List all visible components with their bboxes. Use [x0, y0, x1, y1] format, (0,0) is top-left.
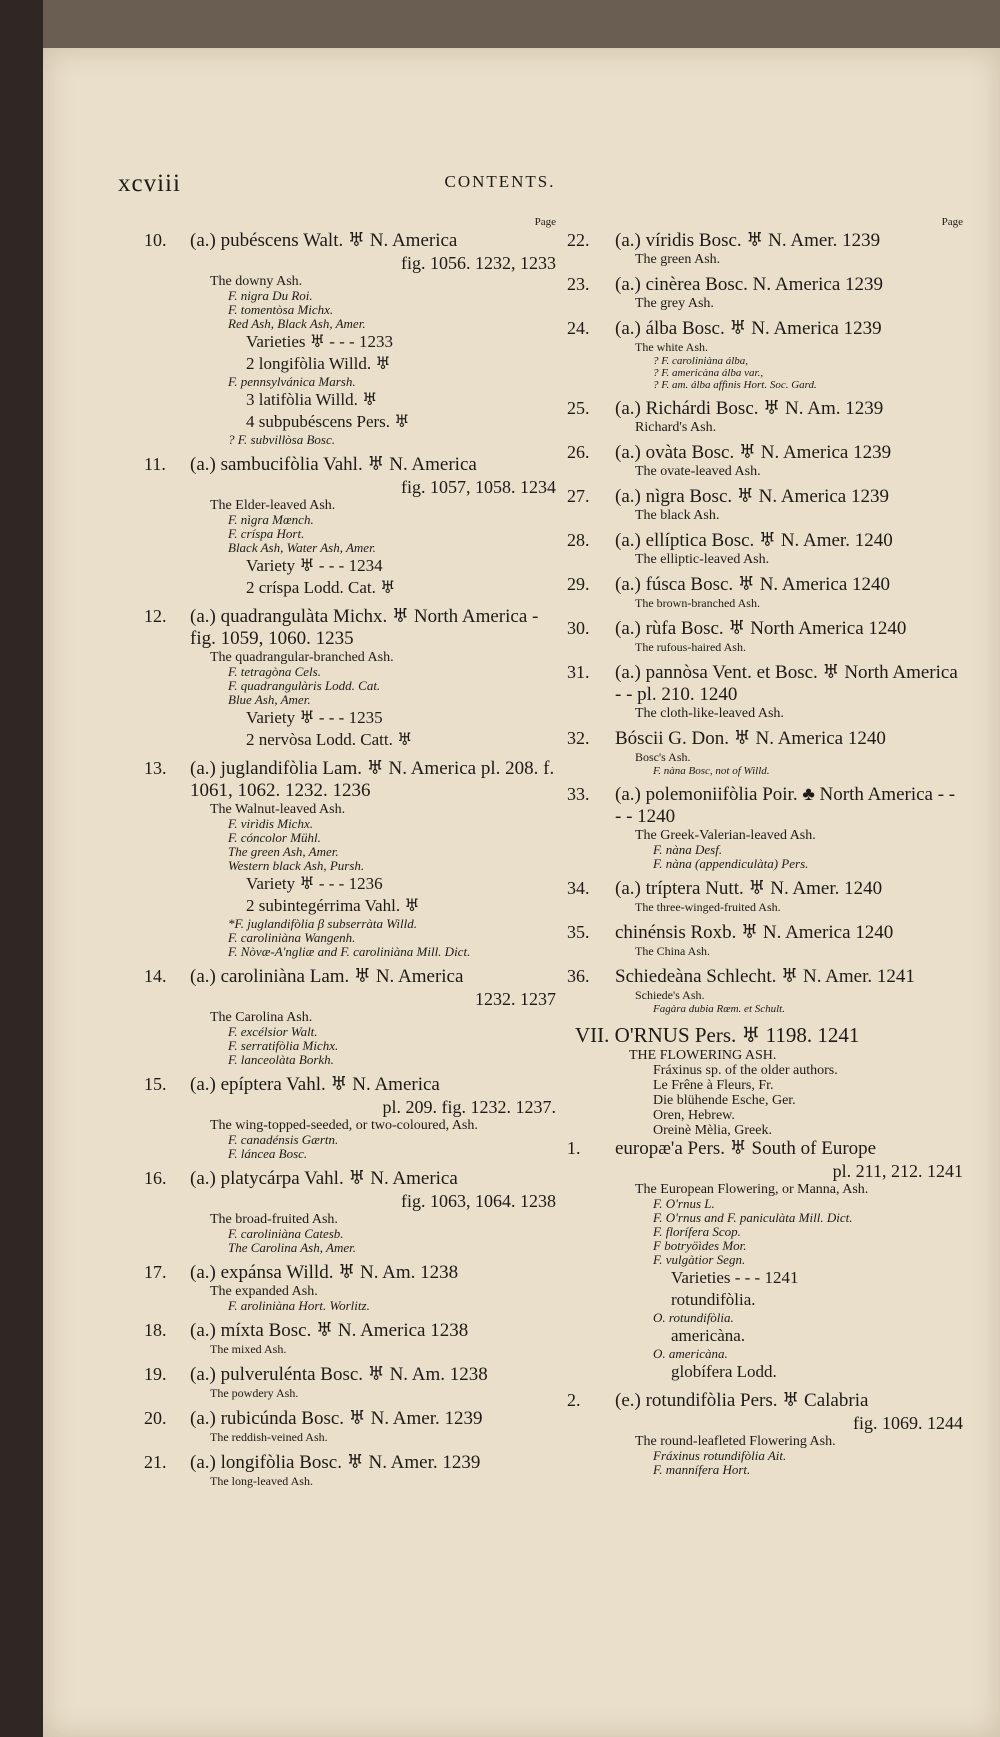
entry-synonym: F. críspa Hort.	[228, 526, 305, 541]
entry-number: 2.	[567, 1390, 581, 1410]
entry-common-name: Richard's Ash.	[635, 420, 717, 435]
entry-common-name: The broad-fruited Ash.	[210, 1212, 338, 1227]
entry-number: 36.	[567, 966, 590, 986]
entry-species: (a.) sambucifòlia Vahl. ♅ N. America	[190, 454, 477, 475]
entry-synonym: ? F. americàna álba var.,	[653, 367, 764, 379]
entry-species: (a.) quadrangulàta Michx. ♅ North America - fig. 1059, 1060. 1235	[190, 606, 539, 649]
entry-variety: Varieties - - - 1241	[671, 1268, 799, 1287]
entry-synonym: F. tetragòna Cels.	[228, 664, 321, 679]
entry-variety: Variety ♅ - - - 1235	[246, 708, 383, 727]
entry-synonym: F. canadénsis Gærtn.	[228, 1132, 339, 1147]
entry-synonym: F. O'rnus L.	[653, 1196, 715, 1211]
genus-heading: VII. O'RNUS Pers. ♅ 1198. 1241	[575, 1023, 860, 1047]
list-item	[144, 1168, 556, 1255]
entry-number: 27.	[567, 486, 590, 506]
entry-synonym: F. nigra Du Roi.	[228, 288, 313, 303]
entry-species: (a.) epíptera Vahl. ♅ N. America	[190, 1074, 440, 1095]
entry-number: 17.	[144, 1262, 167, 1282]
entry-synonym: Western black Ash, Pursh.	[228, 858, 365, 873]
list-item	[144, 1262, 556, 1313]
entry-common-name: The black Ash.	[635, 508, 720, 523]
right-column	[567, 216, 963, 1484]
entry-list	[567, 230, 963, 1015]
list-item	[567, 966, 963, 1015]
entry-common-name: The long-leaved Ash.	[210, 1474, 313, 1488]
entry-synonym: F. láncea Bosc.	[228, 1146, 308, 1161]
entry-species: Schiedeàna Schlecht. ♅ N. Amer. 1241	[615, 966, 915, 987]
entry-common-name: The quadrangular-branched Ash.	[210, 650, 394, 665]
entry-synonym: F. Nòvæ-A'ngliæ and F. caroliniàna Mill. Dict.	[228, 944, 471, 959]
list-item	[567, 442, 963, 479]
entry-reference: fig. 1056. 1232, 1233	[401, 253, 556, 273]
entry-species: (a.) caroliniàna Lam. ♅ N. America	[190, 966, 464, 987]
entry-reference: fig. 1063, 1064. 1238	[401, 1191, 556, 1211]
entry-synonym: Blue Ash, Amer.	[228, 692, 311, 707]
entry-common-name: The European Flowering, or Manna, Ash.	[635, 1182, 869, 1197]
entry-number: 23.	[567, 274, 590, 294]
page-label: Page	[941, 216, 963, 228]
entry-synonym: F. O'rnus and F. paniculàta Mill. Dict.	[653, 1210, 853, 1225]
entry-synonym: Black Ash, Water Ash, Amer.	[228, 540, 376, 555]
entry-number: 13.	[144, 758, 167, 778]
entry-common-name: The rufous-haired Ash.	[635, 640, 746, 654]
entry-common-name: The round-leafleted Flowering Ash.	[635, 1434, 836, 1449]
list-item	[567, 230, 963, 267]
entry-common-name: The Elder-leaved Ash.	[210, 498, 336, 513]
list-item	[567, 728, 963, 777]
entry-reference: fig. 1069. 1244	[853, 1413, 963, 1433]
genus-synonym: Die blühende Esche, Ger.	[653, 1093, 796, 1108]
entry-common-name: The cloth-like-leaved Ash.	[635, 706, 784, 721]
entry-synonym: Red Ash, Black Ash, Amer.	[228, 316, 366, 331]
entry-species: (a.) polemoniifòlia Poir. ♣ North America - - - - 1240	[615, 784, 956, 827]
entry-common-name: The expanded Ash.	[210, 1284, 318, 1299]
entry-number: 35.	[567, 922, 590, 942]
entry-reference: pl. 209. fig. 1232. 1237.	[382, 1097, 556, 1117]
entry-species: (a.) fúsca Bosc. ♅ N. America 1240	[615, 574, 891, 595]
list-item	[567, 486, 963, 523]
entry-synonym: F. cóncolor Mühl.	[228, 830, 321, 845]
entry-number: 25.	[567, 398, 590, 418]
list-item	[567, 1390, 963, 1477]
page-shadow-left	[0, 0, 43, 1737]
entry-number: 1.	[567, 1138, 581, 1158]
page-title: CONTENTS.	[444, 172, 556, 191]
list-item	[567, 784, 963, 871]
entry-number: 28.	[567, 530, 590, 550]
entry-variety: 2 nervòsa Lodd. Catt. ♅	[246, 730, 413, 749]
entry-variety: globífera Lodd.	[671, 1362, 777, 1381]
entry-species: (a.) Richárdi Bosc. ♅ N. Am. 1239	[615, 398, 884, 419]
entry-synonym: O. americàna.	[653, 1346, 728, 1361]
entry-number: 34.	[567, 878, 590, 898]
entry-number: 22.	[567, 230, 590, 250]
list-item	[144, 758, 556, 959]
entry-species: (e.) rotundifòlia Pers. ♅ Calabria	[615, 1390, 869, 1411]
list-item	[144, 230, 556, 447]
entry-number: 29.	[567, 574, 590, 594]
genus-synonym: Fráxinus sp. of the older authors.	[653, 1063, 838, 1078]
list-item	[567, 530, 963, 567]
list-item	[144, 1320, 556, 1357]
entry-common-name: The mixed Ash.	[210, 1342, 287, 1356]
entry-species: (a.) ellíptica Bosc. ♅ N. Amer. 1240	[615, 530, 893, 551]
list-item	[567, 878, 963, 915]
entry-list	[144, 230, 556, 1489]
list-item	[567, 662, 963, 721]
entry-synonym: F. mannífera Hort.	[653, 1462, 751, 1477]
list-item	[144, 606, 556, 751]
entry-species: (a.) álba Bosc. ♅ N. America 1239	[615, 318, 882, 339]
entry-common-name: The Carolina Ash.	[210, 1010, 313, 1025]
entry-synonym: F. nàna (appendiculàta) Pers.	[653, 856, 809, 871]
entry-synonym: F. quadrangulàris Lodd. Cat.	[228, 678, 381, 693]
entry-synonym: *F. juglandifòlia β subserràta Willd.	[228, 916, 417, 931]
entry-species: (a.) pannòsa Vent. et Bosc. ♅ North America - - pl. 210. 1240	[615, 662, 958, 705]
entry-species: (a.) expánsa Willd. ♅ N. Am. 1238	[190, 1262, 459, 1283]
entry-number: 16.	[144, 1168, 167, 1188]
entry-species: (a.) míxta Bosc. ♅ N. America 1238	[190, 1320, 469, 1341]
entry-species: (a.) rùfa Bosc. ♅ North America 1240	[615, 618, 907, 639]
entry-species: (a.) longifòlia Bosc. ♅ N. Amer. 1239	[190, 1452, 481, 1473]
entry-synonym: F. serratifòlia Michx.	[228, 1038, 339, 1053]
entry-synonym: F. nìgra Mœnch.	[228, 512, 314, 527]
entry-species: (a.) platycárpa Vahl. ♅ N. America	[190, 1168, 458, 1189]
page-top-margin	[43, 0, 1000, 48]
entry-species: (a.) ovàta Bosc. ♅ N. America 1239	[615, 442, 892, 463]
entry-variety: 2 longifòlia Willd. ♅	[246, 354, 391, 373]
entry-common-name: The reddish-veined Ash.	[210, 1430, 328, 1444]
entry-number: 31.	[567, 662, 590, 682]
entry-reference: fig. 1057, 1058. 1234	[401, 477, 556, 497]
entry-variety: Variety ♅ - - - 1234	[246, 556, 383, 575]
entry-synonym: F. pennsylvánica Marsh.	[228, 374, 356, 389]
genus-block	[575, 1022, 963, 1138]
entry-number: 20.	[144, 1408, 167, 1428]
entry-synonym: ? F. am. álba affìnis Hort. Soc. Gard.	[653, 379, 817, 391]
entry-synonym: ? F. subvillòsa Bosc.	[228, 432, 336, 447]
entry-species: (a.) pulverulénta Bosc. ♅ N. Am. 1238	[190, 1364, 488, 1385]
entry-species: Bóscii G. Don. ♅ N. America 1240	[615, 728, 886, 749]
entry-species: (a.) pubéscens Walt. ♅ N. America	[190, 230, 458, 251]
entry-common-name: The Walnut-leaved Ash.	[210, 802, 346, 817]
list-item	[567, 922, 963, 959]
entry-common-name: Schiede's Ash.	[635, 988, 705, 1002]
entry-species: (a.) nìgra Bosc. ♅ N. America 1239	[615, 486, 889, 507]
entry-common-name: The grey Ash.	[635, 296, 714, 311]
entry-synonym: Fráxinus rotundifòlia Ait.	[653, 1448, 787, 1463]
entry-species: (a.) juglandifòlia Lam. ♅ N. America pl. 208. f. 1061, 1062. 1232. 1236	[190, 758, 555, 801]
genus-synonym: Oreinè Mèlia, Greek.	[653, 1123, 772, 1138]
genus-common-name: THE FLOWERING ASH.	[629, 1048, 777, 1063]
list-item	[144, 454, 556, 599]
entry-synonym: F. florífera Scop.	[653, 1224, 741, 1239]
entry-variety: Variety ♅ - - - 1236	[246, 874, 383, 893]
entry-common-name: The ovate-leaved Ash.	[635, 464, 761, 479]
entry-common-name: The powdery Ash.	[210, 1386, 299, 1400]
genus-description	[575, 1048, 963, 1138]
entry-species: chinénsis Roxb. ♅ N. America 1240	[615, 922, 894, 943]
list-item	[144, 1074, 556, 1161]
entry-common-name: Bosc's Ash.	[635, 750, 691, 764]
entry-synonym: F. virìdis Michx.	[228, 816, 313, 831]
entry-common-name: The three-winged-fruited Ash.	[635, 900, 781, 914]
list-item	[567, 618, 963, 655]
entry-synonym: The Carolina Ash, Amer.	[228, 1240, 356, 1255]
entry-variety: americàna.	[671, 1326, 746, 1345]
entry-number: 18.	[144, 1320, 167, 1340]
entry-synonym: F. caroliniàna Catesb.	[228, 1226, 344, 1241]
entry-variety: 2 críspa Lodd. Cat. ♅	[246, 578, 396, 597]
list-item	[144, 1408, 556, 1445]
entry-number: 21.	[144, 1452, 167, 1472]
genus-entry-list	[567, 1138, 963, 1477]
entry-synonym: F. lanceolàta Borkh.	[228, 1052, 334, 1067]
entry-variety: Varieties ♅ - - - 1233	[246, 332, 393, 351]
entry-common-name: The white Ash.	[635, 340, 708, 354]
entry-synonym: The green Ash, Amer.	[228, 844, 339, 859]
entry-number: 10.	[144, 230, 167, 250]
entry-number: 26.	[567, 442, 590, 462]
entry-species: (a.) tríptera Nutt. ♅ N. Amer. 1240	[615, 878, 883, 899]
list-item	[567, 398, 963, 435]
entry-number: 11.	[144, 454, 166, 474]
list-item	[567, 274, 963, 311]
entry-synonym: F. nàna Desf.	[653, 842, 723, 857]
entry-common-name: The brown-branched Ash.	[635, 596, 760, 610]
genus-synonym: Oren, Hebrew.	[653, 1108, 735, 1123]
entry-common-name: The Greek-Valerian-leaved Ash.	[635, 828, 816, 843]
entry-synonym: ? F. caroliniàna álba,	[653, 355, 749, 367]
entry-common-name: The elliptic-leaved Ash.	[635, 552, 770, 567]
entry-variety: 3 latifòlia Willd. ♅	[246, 390, 378, 409]
list-item	[144, 966, 556, 1067]
entry-common-name: The downy Ash.	[210, 274, 303, 289]
entry-species: (a.) víridis Bosc. ♅ N. Amer. 1239	[615, 230, 881, 251]
entry-number: 32.	[567, 728, 590, 748]
list-item	[144, 1364, 556, 1401]
entry-synonym: Fagàra dubia Rœm. et Schult.	[653, 1003, 785, 1015]
entry-reference: pl. 211, 212. 1241	[832, 1161, 963, 1181]
entry-synonym: F. aroliniàna Hort. Worlitz.	[228, 1298, 370, 1313]
entry-species: (a.) rubicúnda Bosc. ♅ N. Amer. 1239	[190, 1408, 483, 1429]
entry-common-name: The wing-topped-seeded, or two-coloured, Ash.	[210, 1118, 478, 1133]
entry-common-name: The China Ash.	[635, 944, 710, 958]
entry-variety: rotundifòlia.	[671, 1290, 756, 1309]
entry-reference: 1232. 1237	[475, 989, 556, 1009]
entry-synonym: O. rotundifòlia.	[653, 1310, 734, 1325]
entry-common-name: The green Ash.	[635, 252, 721, 267]
left-column	[144, 216, 556, 1496]
entry-species: europæ'a Pers. ♅ South of Europe	[615, 1138, 877, 1159]
entry-number: 33.	[567, 784, 590, 804]
entry-number: 12.	[144, 606, 167, 626]
entry-synonym: F. nàna Bosc, not of Willd.	[653, 765, 770, 777]
entry-synonym: F. caroliniàna Wangenh.	[228, 930, 356, 945]
entry-species: (a.) cinèrea Bosc. N. America 1239	[615, 274, 884, 295]
page-number: xcviii	[118, 170, 181, 197]
entry-number: 19.	[144, 1364, 167, 1384]
list-item	[567, 574, 963, 611]
entry-number: 14.	[144, 966, 167, 986]
entry-variety: 4 subpubéscens Pers. ♅	[246, 412, 410, 431]
entry-number: 24.	[567, 318, 590, 338]
entry-number: 15.	[144, 1074, 167, 1094]
entry-number: 30.	[567, 618, 590, 638]
genus-synonym: Le Frêne à Fleurs, Fr.	[653, 1078, 774, 1093]
entry-synonym: F. vulgàtior Segn.	[653, 1252, 746, 1267]
entry-variety: 2 subintegérrima Vahl. ♅	[246, 896, 420, 915]
list-item	[144, 1452, 556, 1489]
entry-synonym: F botryöìdes Mor.	[653, 1238, 747, 1253]
entry-synonym: F. excélsior Walt.	[228, 1024, 318, 1039]
page-label: Page	[534, 216, 556, 228]
entry-synonym: F. tomentòsa Michx.	[228, 302, 334, 317]
list-item	[567, 1138, 963, 1383]
list-item	[567, 318, 963, 391]
